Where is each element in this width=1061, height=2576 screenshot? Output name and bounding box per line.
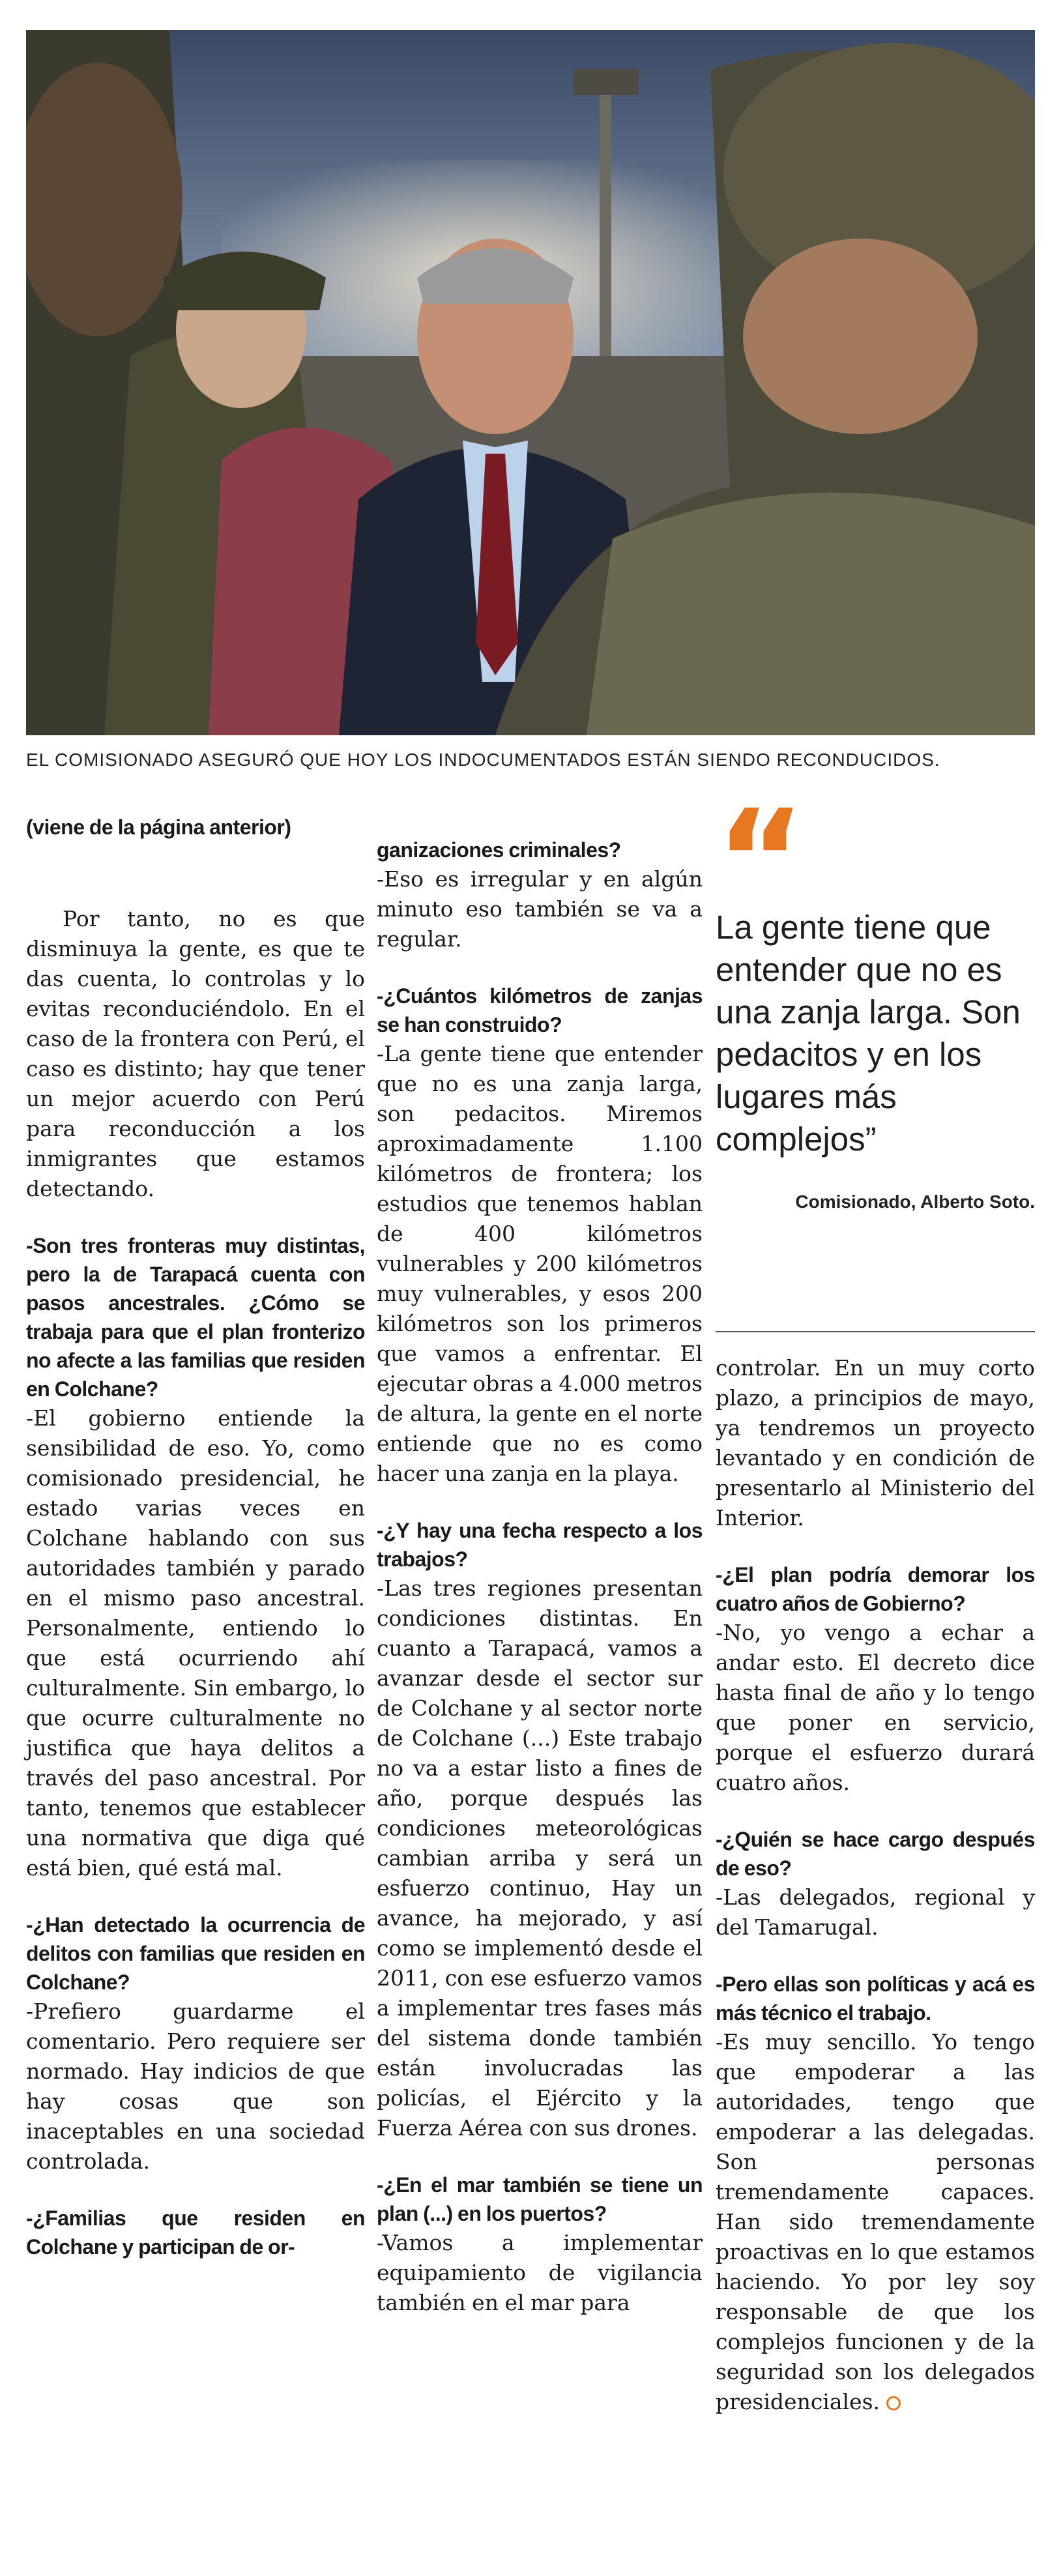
answer: -Las delegados, regional y del Tamarugal.: [716, 1884, 1035, 1940]
pull-quote-attribution: Comisionado, Alberto Soto.: [795, 1192, 1035, 1212]
question: -¿Y hay una fecha respecto a los trabajos?: [377, 1519, 703, 1571]
answer: -La gente tiene que entender que no es una zanja larga, son pedacitos. Miremos aproximadamente 1.100 kilómetros de frontera; los estudios que tenemos hablan de 400 kilómetros vulnerables y 200 kilómetros muy vulnerables, y esos 200 kilómetros son los primeros que vamos a enfrentar. El ejecutar obras a 4.000 metros de altura, la gente en el norte entiende que no es como hacer una zanja en la playa.: [377, 1041, 703, 1486]
question: ganizaciones criminales?: [377, 838, 621, 862]
answer: -Eso es irregular y en algún minuto eso también se va a regular.: [377, 866, 703, 952]
answer: controlar. En un muy corto plazo, a principios de mayo, ya tendremos un proyecto levantado y en condición de presentarlo al Ministerio del Interior.: [716, 1355, 1035, 1530]
answer: -No, yo vengo a echar a andar esto. El decreto dice hasta final de año y lo tengo que poner en servicio, porque el esfuerzo durará cuatro años.: [716, 1620, 1035, 1795]
question: -Son tres fronteras muy distintas, pero la de Tarapacá cuenta con pasos ancestrales. ¿Cómo se trabaja para que el plan fronterizo no afecte a las familias que residen en Colchane?: [26, 1234, 365, 1401]
question: -¿Familias que residen en Colchane y participan de or-: [26, 2206, 365, 2259]
question: -Pero ellas son políticas y acá es más técnico el trabajo.: [716, 1972, 1035, 2025]
column-1: [26, 813, 365, 2261]
quote-mark-icon: “: [716, 780, 800, 940]
question: -¿En el mar también se tiene un plan (...) en los puertos?: [377, 2173, 703, 2225]
column-2: [377, 836, 703, 2318]
pull-quote-text: La gente tiene que entender que no es una zanja larga. Son pedacitos y en los lugares más complejos”: [716, 909, 1021, 1158]
answer-text: -Es muy sencillo. Yo tengo que empoderar a las autoridades, tengo que empoderar a las delegadas. Son personas tremendamente capaces. Han sido tremendamente proactivas en lo que estamos haciendo. Yo por ley soy responsable de que los complejos funcionen y de la seguridad son los delegados presidenciales.: [716, 2029, 1035, 2414]
question: -¿Han detectado la ocurrencia de delitos con familias que residen en Colchane?: [26, 1913, 365, 1994]
answer: -Las tres regiones presentan condiciones distintas. En cuanto a Tarapacá, vamos a avanzar desde el sector sur de Colchane y al sector norte de Colchane (...) Este trabajo no va a estar listo a fines de año, porque después las condiciones meteorológicas cambian arriba y será un esfuerzo continuo, Hay un avance, ha mejorado, y así como se implementó desde el 2011, con ese esfuerzo vamos a implementar tres fases más del sistema donde también están involucradas las policías, el Ejército y la Fuerza Aérea con sus drones.: [377, 1575, 703, 2141]
answer: [716, 2027, 1035, 2417]
continued-from-note: (viene de la página anterior): [26, 815, 291, 839]
paragraph: Por tanto, no es que disminuya la gente, es que te das cuenta, lo controlas y lo evitas reconduciéndolo. En el caso de la frontera con Perú, el caso es distinto; hay que tener un mejor acuerdo con Perú para reconducción a los inmigrantes que estamos detectando.: [26, 906, 365, 1201]
end-of-article-icon: [886, 2396, 901, 2410]
question: -¿Quién se hace cargo después de eso?: [716, 1828, 1035, 1880]
question: -¿Cuántos kilómetros de zanjas se han construido?: [377, 984, 703, 1036]
photo-caption: EL COMISIONADO ASEGURÓ QUE HOY LOS INDOCUMENTADOS ESTÁN SIENDO RECONDUCIDOS.: [26, 750, 940, 770]
pull-quote-divider: [716, 1331, 1035, 1332]
article-photo: [26, 30, 1035, 735]
answer: -El gobierno entiende la sensibilidad de eso. Yo, como comisionado presidencial, he estado varias veces en Colchane hablando con sus autoridades también y parado en el mismo paso ancestral. Personalmente, entiendo lo que está ocurriendo ahí culturalmente. Sin embargo, lo que ocurre culturalmente no justifica que haya delitos a través del paso ancestral. Por tanto, tenemos que establecer una normativa que diga qué está bien, qué está mal.: [26, 1405, 365, 1881]
column-3: [716, 1353, 1035, 2417]
answer: -Prefiero guardarme el comentario. Pero requiere ser normado. Hay indicios de que hay cosas que son inaceptables en una sociedad controlada.: [26, 1998, 365, 2174]
answer: -Vamos a implementar equipamiento de vigilancia también en el mar para: [377, 2230, 703, 2315]
pull-quote: [716, 780, 1035, 1212]
question: -¿El plan podría demorar los cuatro años de Gobierno?: [716, 1563, 1035, 1615]
